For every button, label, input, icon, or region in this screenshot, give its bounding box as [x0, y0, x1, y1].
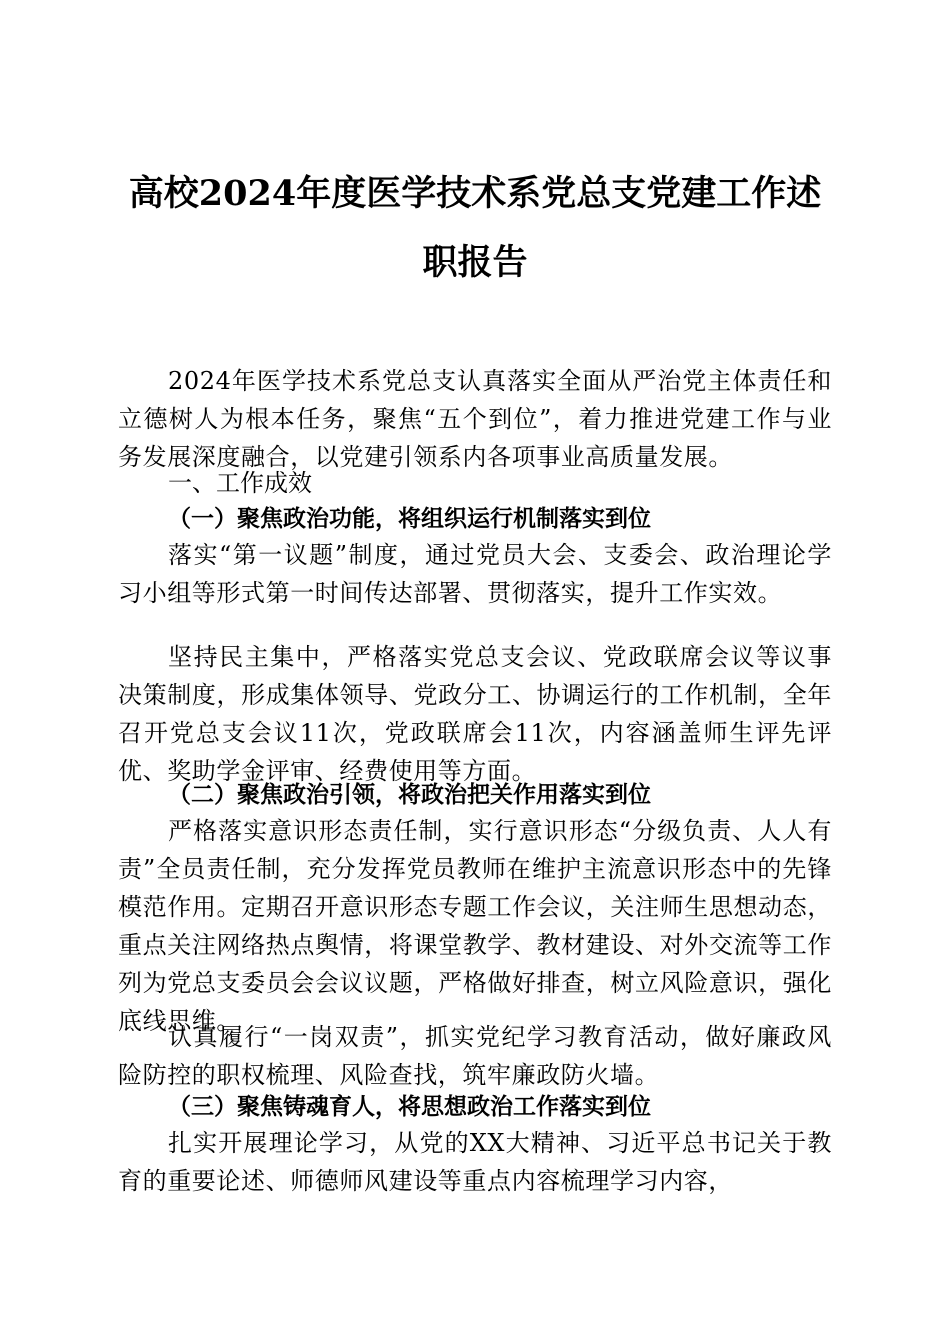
- subsection-2-paragraph-2: 认真履行“一岗双责”，抓实党纪学习教育活动，做好廉政风险防控的职权梳理、风险查找，筑牢廉政防火墙。: [118, 1023, 832, 1089]
- intro-paragraph: 2024年医学技术系党总支认真落实全面从严治党主体责任和立德树人为根本任务，聚焦“五个到位”，着力推进党建工作与业务发展深度融合，以党建引领系内各项事业高质量发展。: [118, 367, 832, 471]
- section-heading-achievements: 一、工作成效: [168, 469, 312, 497]
- subsection-heading-2: （二）聚焦政治引领，将政治把关作用落实到位: [168, 781, 651, 808]
- document-title-line-2: 职报告: [422, 242, 528, 283]
- subsection-3-paragraph-1: 扎实开展理论学习，从党的XX大精神、习近平总书记关于教育的重要论述、师德师风建设等重点内容梳理学习内容，: [118, 1129, 832, 1195]
- document-title-line-1: 高校2024年度医学技术系党总支党建工作述: [128, 173, 822, 214]
- subsection-1-paragraph-2: 坚持民主集中，严格落实党总支会议、党政联席会议等议事决策制度，形成集体领导、党政分工、协调运行的工作机制，全年召开党总支会议11次，党政联席会11次，内容涵盖师生评先评优、奖助学金评审、经费使用等方面。: [118, 643, 832, 785]
- subsection-2-paragraph-1: 严格落实意识形态责任制，实行意识形态“分级负责、人人有责”全员责任制，充分发挥党员教师在维护主流意识形态中的先锋模范作用。定期召开意识形态专题工作会议，关注师生思想动态，重点关注网络热点舆情，将课堂教学、教材建设、对外交流等工作列为党总支委员会会议议题，严格做好排查，树立风险意识，强化底线思维。: [118, 817, 832, 1035]
- subsection-1-paragraph-1: 落实“第一议题”制度，通过党员大会、支委会、政治理论学习小组等形式第一时间传达部署、贯彻落实，提升工作实效。: [118, 541, 832, 607]
- subsection-heading-3: （三）聚焦铸魂育人，将思想政治工作落实到位: [168, 1093, 651, 1120]
- subsection-heading-1: （一）聚焦政治功能，将组织运行机制落实到位: [168, 505, 651, 532]
